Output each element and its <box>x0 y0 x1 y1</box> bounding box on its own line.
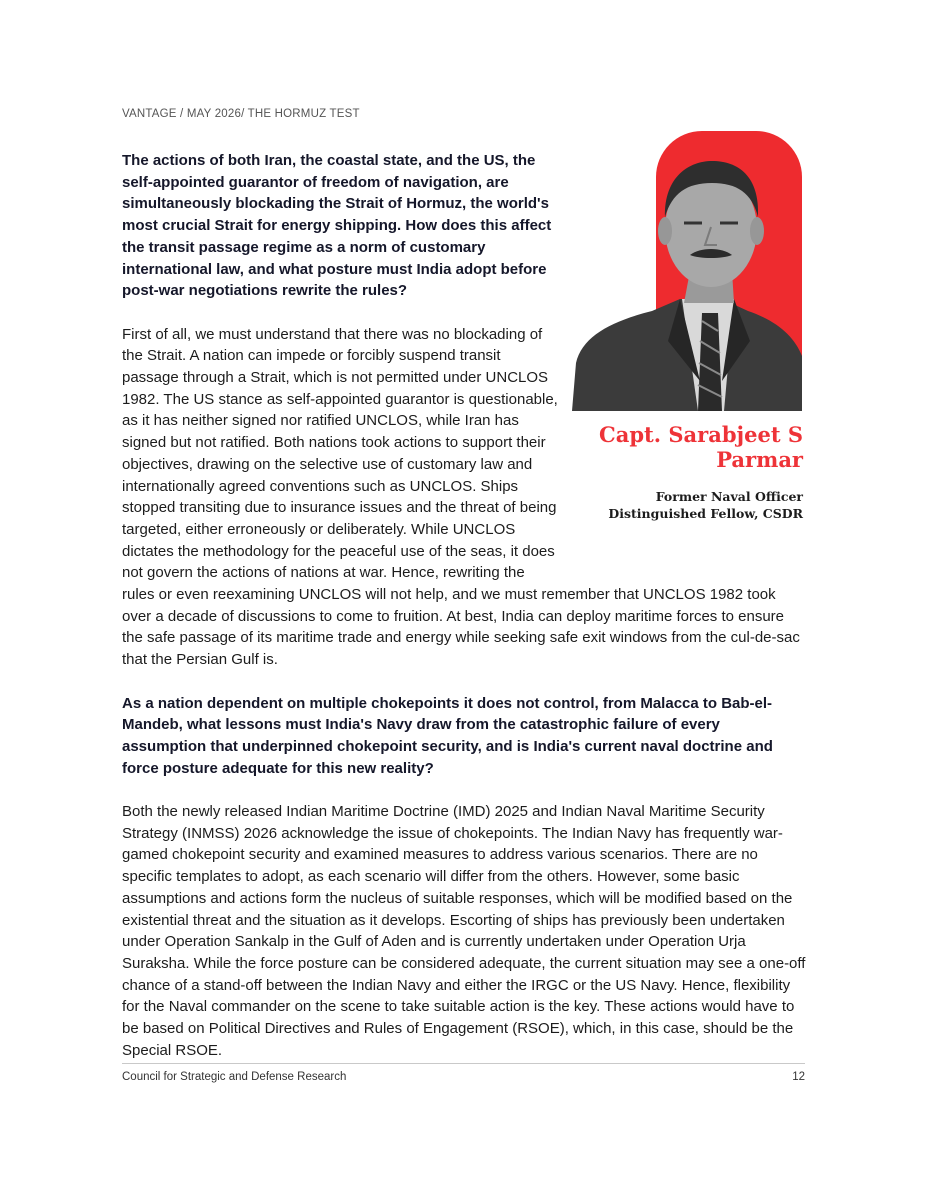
footer-divider <box>122 1063 805 1064</box>
answer-1: First of all, we must understand that there was no blockading of the Strait. A nation can impede or forcibly suspend transit passage through a Strait, which is not permitted under UNCLOS 1982. The US stance as self-appointed guarantor is questionable, as it has neither signed nor ratified UNCLOS, while Iran has signed but not ratified. Both nations took actions to support their objectives, drawing on the selective use of customary law and internationally agreed conventions such as UNCLOS. Ships stopped transiting due to insurance issues and the threat of being targeted, either erroneously or deliberately. While UNCLOS dictates the methodology for the peaceful use of the seas, it does not govern the actions of nations at war. Hence, rewriting the rules or even reexamining UNCLOS will not help, and we must remember that UNCLOS 1982 took over a decade of discussions to come to fruition. At best, India can deploy maritime forces to ensure the safe passage of its maritime trade and energy while seeking safe exit windows from the cul-de-sac that the Persian Gulf is. <box>122 325 800 669</box>
author-role-line-1: Former Naval Officer <box>655 489 803 504</box>
footer-organization: Council for Strategic and Defense Research <box>122 1071 347 1083</box>
answer-2: Both the newly released Indian Maritime Doctrine (IMD) 2025 and Indian Naval Maritime Security Strategy (INMSS) 2026 acknowledge the issue of chokepoints. The Indian Navy has frequently war-gamed chokepoint security and examined measures to address various scenarios. There are no specific templates to adopt, as each scenario will differ from the others. However, some basic assumptions and actions form the nucleus of suitable responses, which will be modified based on the existential threat and the situation as it develops. Escorting of ships has previously been undertaken under Operation Sankalp in the Gulf of Aden and is currently undertaken under Operation Urja Suraksha. While the force posture can be considered adequate, the current situation may see a one-off chance of a stand-off between the Indian Navy and either the IRGC or the US Navy. Hence, flexibility for the Naval commander on the scene to take suitable action is the key. These actions would have to be based on Political Directives and Rules of Engagement (RSOE), which, in this case, should be the Special RSOE. <box>122 803 806 1059</box>
article-body <box>122 150 807 1061</box>
question-1: The actions of both Iran, the coastal state, and the US, the self-appointed guarantor of freedom of navigation, are simultaneously blockading the Strait of Hormuz, the world's most crucial Strait for energy shipping. How does this affect the transit passage regime as a norm of customary international law, and what posture must India adopt before post-war negotiations rewrite the rules? <box>122 152 552 300</box>
question-2: As a nation dependent on multiple chokepoints it does not control, from Malacca to Bab-el-Mandeb, what lessons must India's Navy draw from the catastrophic failure of every assumption that underpinned chokepoint security, and is India's current naval doctrine and force posture adequate for this new reality? <box>122 694 773 777</box>
page-header-breadcrumb: VANTAGE / MAY 2026/ THE HORMUZ TEST <box>122 108 360 120</box>
page-number: 12 <box>792 1071 805 1083</box>
sidebar-spacer <box>578 150 810 570</box>
author-name: Capt. Sarabjeet S Parmar <box>599 422 803 472</box>
author-role-line-2: Distinguished Fellow, CSDR <box>608 506 803 521</box>
